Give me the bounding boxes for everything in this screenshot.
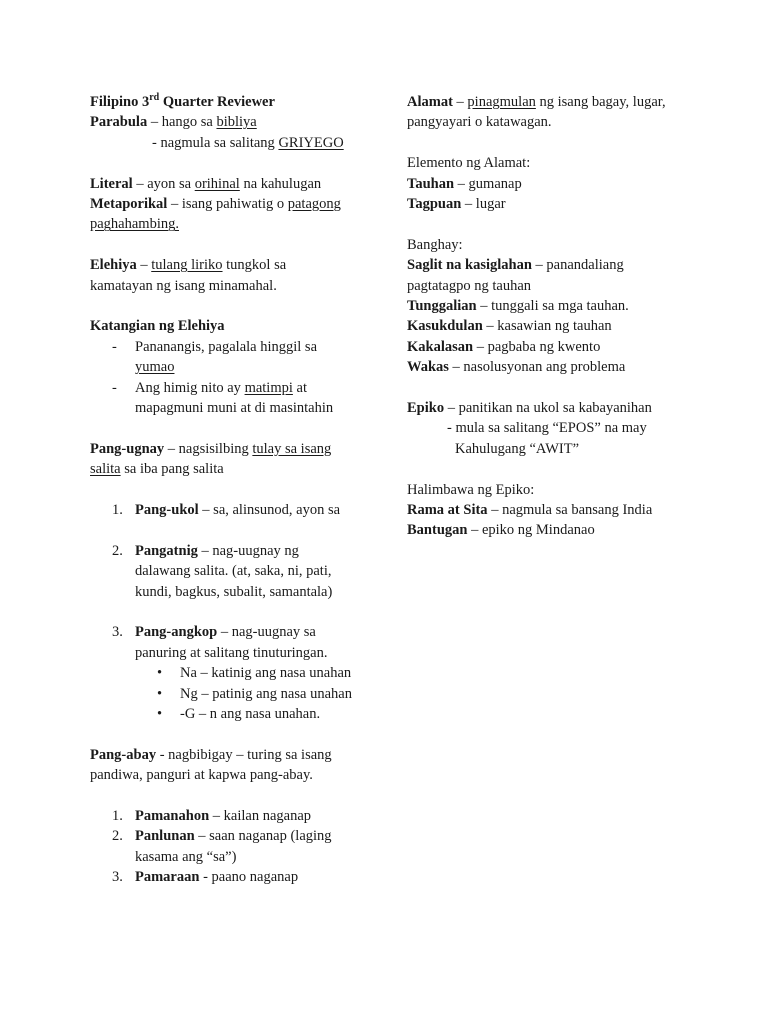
text-ayon-sa: – ayon sa — [132, 175, 195, 192]
text-line — [407, 418, 737, 438]
text-line — [90, 622, 390, 642]
text-line — [407, 480, 737, 500]
term-pangatnig: Pangatnig — [135, 542, 198, 559]
text-patagong: patagong — [287, 196, 341, 213]
term-parabula: Parabula — [90, 114, 148, 131]
text-line — [90, 255, 390, 275]
list-number: 1. — [112, 808, 123, 825]
blank-line — [90, 153, 390, 173]
term-katangian-ng-elehiya: Katangian ng Elehiya — [90, 318, 225, 335]
text-kasawian-ng-tauhan: – kasawian ng tauhan — [482, 318, 612, 335]
text-line — [407, 276, 737, 296]
text-nasolusyonan-ang-problema: – nasolusyonan ang problema — [448, 359, 626, 376]
term-pang-abay: Pang-abay — [90, 746, 157, 763]
blank-line — [90, 520, 390, 540]
text-line — [407, 357, 737, 377]
text-sa-alinsunod-ayon-sa: – sa, alinsunod, ayon sa — [198, 502, 341, 519]
term-pang-ugnay: Pang-ugnay — [90, 440, 165, 457]
text-lugar: – lugar — [461, 196, 506, 213]
text-na-kahulugan: na kahulugan — [239, 175, 322, 192]
blank-line — [90, 296, 390, 316]
text-bibliya: bibliya — [216, 114, 257, 131]
text-line — [90, 704, 390, 724]
text-kasama-ang-sa: kasama ang “sa”) — [135, 848, 237, 865]
blank-line — [90, 602, 390, 622]
text-isang-pahiwatig-o: – isang pahiwatig o — [167, 196, 288, 213]
text-ng-isang-bagay-lugar: ng isang bagay, lugar, — [535, 94, 666, 110]
text-ng-patinig-ang-nasa-unahan: Ng – patinig ang nasa unahan — [180, 685, 352, 702]
text-mapagmuni-muni-at-di-masintahi: mapagmuni muni at di masintahin — [135, 400, 334, 417]
text-mula-sa-salitang-epos-na-may: - mula sa salitang “EPOS” na may — [447, 420, 647, 437]
blank-line — [407, 378, 737, 398]
text-line — [90, 378, 390, 398]
blank-line — [407, 214, 737, 234]
term-tagpuan: Tagpuan — [407, 196, 462, 213]
text-sa-iba-pang-salita: sa iba pang salita — [120, 461, 224, 478]
left-column — [90, 92, 390, 888]
text-gumanap: – gumanap — [454, 175, 522, 192]
text-kundi-bagkus-subalit-samantala: kundi, bagkus, subalit, samantala) — [135, 583, 333, 600]
text-kahulugang-awit: Kahulugang “AWIT” — [455, 440, 580, 457]
term-literal: Literal — [90, 175, 133, 192]
term-kasukdulan: Kasukdulan — [407, 318, 483, 335]
text-salita: salita — [90, 461, 121, 478]
text-banghay: Banghay: — [407, 236, 463, 253]
blank-line — [407, 459, 737, 479]
text-line — [90, 174, 390, 194]
text-line — [90, 826, 390, 846]
text-pagbaba-ng-kwento: – pagbaba ng kwento — [473, 338, 601, 355]
text-line — [407, 337, 737, 357]
term-tauhan: Tauhan — [407, 175, 455, 192]
term-kakalasan: Kakalasan — [407, 338, 474, 355]
text-line — [407, 398, 737, 418]
text-pandiwa-panguri-at-kapwa-pang-: pandiwa, panguri at kapwa pang-abay. — [90, 767, 313, 784]
text-tungkol-sa: tungkol sa — [222, 257, 287, 274]
dash-marker: - — [112, 379, 117, 396]
term-wakas: Wakas — [407, 359, 449, 376]
text-line — [90, 112, 390, 132]
term-pang-ukol: Pang-ukol — [135, 502, 199, 519]
term-bantugan: Bantugan — [407, 522, 468, 539]
term-alamat: Alamat — [407, 94, 453, 110]
term-pamaraan: Pamaraan — [135, 869, 200, 886]
text-nagmula-sa-salitang: - nagmula sa salitang — [152, 134, 279, 151]
list-number: 3. — [112, 624, 123, 641]
term-saglit-na-kasiglahan: Saglit na kasiglahan — [407, 257, 532, 274]
text-line — [90, 92, 390, 112]
text-line — [90, 276, 390, 296]
term-rama-at-sita: Rama at Sita — [407, 502, 488, 519]
text-line — [90, 500, 390, 520]
text-line — [90, 765, 390, 785]
text-line — [90, 643, 390, 663]
text-panitikan-na-ukol-sa-kabayanih: – panitikan na ukol sa kabayanihan — [444, 400, 652, 417]
text-line — [407, 296, 737, 316]
term-filipino-3: Filipino 3 — [90, 94, 150, 110]
bullet-marker: • — [157, 706, 163, 723]
blank-line — [90, 418, 390, 438]
term-quarter-reviewer: Quarter Reviewer — [159, 94, 275, 110]
text-line — [407, 255, 737, 275]
text-nag-uugnay-sa: – nag-uugnay sa — [217, 624, 316, 641]
term-panlunan: Panlunan — [135, 828, 195, 845]
text-text: – — [136, 257, 152, 274]
list-number: 2. — [112, 828, 123, 845]
right-column — [407, 92, 737, 541]
text-line — [407, 235, 737, 255]
text-halimbawa-ng-epiko: Halimbawa ng Epiko: — [407, 481, 535, 498]
term-elehiya: Elehiya — [90, 257, 137, 274]
text-line — [90, 214, 390, 234]
text-pagtatagpo-ng-tauhan: pagtatagpo ng tauhan — [407, 277, 532, 294]
text-line — [407, 92, 737, 112]
blank-line — [90, 235, 390, 255]
text-tulay-sa-isang: tulay sa isang — [252, 440, 332, 457]
text-line — [90, 867, 390, 887]
text-line — [90, 133, 390, 153]
text-panandaliang: – panandaliang — [531, 257, 624, 274]
text-line — [90, 357, 390, 377]
text-hango-sa: – hango sa — [147, 114, 217, 131]
text-panuring-at-salitang-tinuturin: panuring at salitang tinuturingan. — [135, 644, 328, 661]
text-g-n-ang-nasa-unahan: -G – n ang nasa unahan. — [180, 706, 321, 723]
text-line — [407, 500, 737, 520]
blank-line — [90, 480, 390, 500]
bullet-marker: • — [157, 665, 163, 682]
text-epiko-ng-mindanao: – epiko ng Mindanao — [467, 522, 595, 539]
term-metaporikal: Metaporikal — [90, 196, 168, 213]
text-line — [90, 541, 390, 561]
blank-line — [90, 786, 390, 806]
list-number: 2. — [112, 542, 123, 559]
blank-line — [407, 133, 737, 153]
term-tunggalian: Tunggalian — [407, 298, 477, 315]
text-line — [90, 582, 390, 602]
text-nag-uugnay-ng: – nag-uugnay ng — [197, 542, 299, 559]
text-kailan-naganap: – kailan naganap — [209, 808, 312, 825]
list-number: 1. — [112, 502, 123, 519]
text-pangyayari-o-katawagan: pangyayari o katawagan. — [407, 114, 552, 131]
text-paano-naganap: - paano naganap — [199, 869, 299, 886]
text-line — [90, 316, 390, 336]
text-pinagmulan: pinagmulan — [467, 94, 536, 110]
text-nagbibigay-turing-sa-isang: - nagbibigay – turing sa isang — [156, 746, 332, 763]
text-line — [90, 398, 390, 418]
text-line — [90, 684, 390, 704]
text-line — [407, 439, 737, 459]
term-pang-angkop: Pang-angkop — [135, 624, 218, 641]
bullet-marker: • — [157, 685, 163, 702]
text-line — [407, 316, 737, 336]
text-kamatayan-ng-isang-minamahal: kamatayan ng isang minamahal. — [90, 277, 277, 294]
text-yumao: yumao — [135, 359, 175, 376]
text-line — [90, 459, 390, 479]
dash-marker: - — [112, 338, 117, 355]
list-number: 3. — [112, 869, 123, 886]
text-line — [90, 806, 390, 826]
text-dalawang-salita-at-saka-ni-pat: dalawang salita. (at, saka, ni, pati, — [135, 563, 332, 580]
text-line — [407, 153, 737, 173]
text-nagsisilbing: – nagsisilbing — [164, 440, 253, 457]
text-line — [407, 112, 737, 132]
text-matimpi: matimpi — [244, 379, 293, 396]
text-line — [407, 520, 737, 540]
text-nagmula-sa-bansang-india: – nagmula sa bansang India — [487, 502, 653, 519]
term-epiko: Epiko — [407, 400, 445, 417]
text-saan-naganap-laging: – saan naganap (laging — [194, 828, 332, 845]
text-na-katinig-ang-nasa-unahan: Na – katinig ang nasa unahan — [180, 665, 352, 682]
text-orihinal: orihinal — [194, 175, 240, 192]
text-line — [90, 337, 390, 357]
text-elemento-ng-alamat: Elemento ng Alamat: — [407, 155, 531, 172]
text-ang-himig-nito-ay: Ang himig nito ay — [135, 379, 245, 396]
text-line — [407, 174, 737, 194]
text-griyego: GRIYEGO — [278, 134, 344, 151]
term-rd: rd — [149, 92, 160, 104]
text-line — [90, 745, 390, 765]
text-tunggali-sa-mga-tauhan: – tunggali sa mga tauhan. — [476, 298, 629, 315]
text-line — [90, 194, 390, 214]
text-tulang-liriko: tulang liriko — [151, 257, 223, 274]
term-pamanahon: Pamanahon — [135, 808, 210, 825]
text-line — [90, 847, 390, 867]
text-line — [90, 561, 390, 581]
text-line — [90, 439, 390, 459]
text-pananangis-pagalala-hinggil-sa: Pananangis, pagalala hinggil sa — [135, 338, 318, 355]
text-line — [407, 194, 737, 214]
text-paghahambing: paghahambing. — [90, 216, 179, 233]
text-line — [90, 663, 390, 683]
text-at: at — [292, 379, 307, 396]
text-text: – — [452, 94, 468, 110]
blank-line — [90, 724, 390, 744]
